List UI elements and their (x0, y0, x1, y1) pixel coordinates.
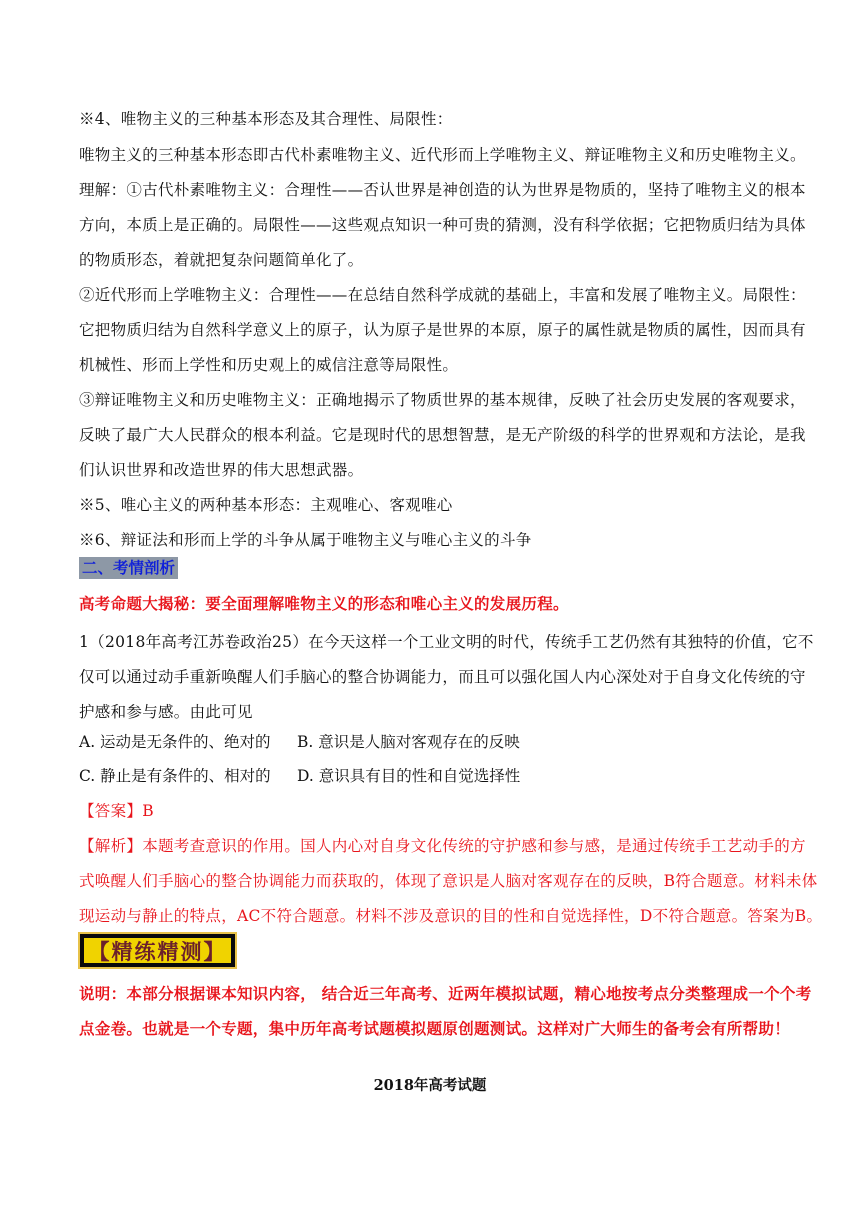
question-stem-line-3: 护感和参与感。由此可见 (79, 703, 253, 721)
analysis-line-1: 【解析】本题考查意识的作用。国人内心对自身文化传统的守护感和参与感，是通过传统手工艺动手的方 (79, 837, 806, 855)
dialectical-materialism-line-3: 们认识世界和改造世界的伟大思想武器。 (79, 461, 364, 479)
practice-banner-label: 【精练精测】 (88, 939, 227, 964)
dialectical-materialism-line-2: 反映了最广大人民群众的根本利益。它是现时代的思想智慧，是无产阶级的科学的世界观和方法论，是我 (79, 426, 806, 444)
option-c: C. 静止是有条件的、相对的 (79, 767, 271, 785)
modern-materialism-line-1: ②近代形而上学唯物主义：合理性——在总结自然科学成就的基础上，丰富和发展了唯物主义。局限性： (79, 286, 806, 304)
dialectical-materialism-line-1: ③辩证唯物主义和历史唯物主义：正确地揭示了物质世界的基本规律，反映了社会历史发展的客观要求， (79, 391, 806, 409)
question-stem-line-2: 仅可以通过动手重新唤醒人们手脑心的整合协调能力，而且可以强化国人内心深处对于自身文化传统的守 (79, 668, 806, 686)
answer: 【答案】B (79, 802, 154, 820)
practice-note-line-2: 点金卷。也就是一个专题，集中历年高考试题模拟题原创题测试。这样对广大师生的备考会有所帮助！ (79, 1019, 791, 1038)
materialism-forms: 唯物主义的三种基本形态即古代朴素唯物主义、近代形而上学唯物主义、辩证唯物主义和历史唯物主义。 (79, 146, 806, 164)
practice-note-line-1: 说明：本部分根据课本知识内容， 结合近三年高考、近两年模拟试题，精心地按考点分类整理成一个个考 (79, 984, 812, 1003)
question-stem-line-1: 1（2018年高考江苏卷政治25）在今天这样一个工业文明的时代，传统手工艺仍然有其独特的价值，它不 (79, 633, 814, 651)
modern-materialism-line-3: 机械性、形而上学性和历史观上的威信注意等局限性。 (79, 356, 459, 374)
ancient-materialism-line-1: 理解：①古代朴素唯物主义：合理性——否认世界是神创造的认为世界是物质的，坚持了唯物主义的根本 (79, 181, 806, 199)
option-a: A. 运动是无条件的、绝对的 (79, 733, 271, 751)
option-d: D. 意识具有目的性和自觉选择性 (297, 767, 521, 785)
section-heading: 二、考情剖析 (79, 557, 178, 579)
item6: ※6、辩证法和形而上学的斗争从属于唯物主义与唯心主义的斗争 (79, 531, 532, 549)
practice-banner (78, 932, 237, 969)
ancient-materialism-line-3: 的物质形态，着就把复杂问题简单化了。 (79, 251, 364, 269)
item5: ※5、唯心主义的两种基本形态：主观唯心、客观唯心 (79, 496, 453, 514)
ancient-materialism-line-2: 方向，本质上是正确的。局限性——这些观点知识一种可贵的猜测，没有科学依据；它把物质归结为具体 (79, 216, 806, 234)
option-b: B. 意识是人脑对客观存在的反映 (297, 733, 520, 751)
section-title-2018: 2018年高考试题 (373, 1077, 487, 1094)
modern-materialism-line-2: 它把物质归结为自然科学意义上的原子，认为原子是世界的本原，原子的属性就是物质的属性，因而具有 (79, 321, 806, 339)
exam-secret: 高考命题大揭秘：要全面理解唯物主义的形态和唯心主义的发展历程。 (79, 594, 569, 613)
analysis-line-2: 式唤醒人们手脑心的整合协调能力而获取的，体现了意识是人脑对客观存在的反映，B符合题意。材料未体 (79, 872, 818, 890)
item4-title: ※4、唯物主义的三种基本形态及其合理性、局限性： (79, 110, 453, 128)
analysis-line-3: 现运动与静止的特点，AC不符合题意。材料不涉及意识的目的性和自觉选择性，D不符合题意。答案为B。 (79, 907, 823, 925)
